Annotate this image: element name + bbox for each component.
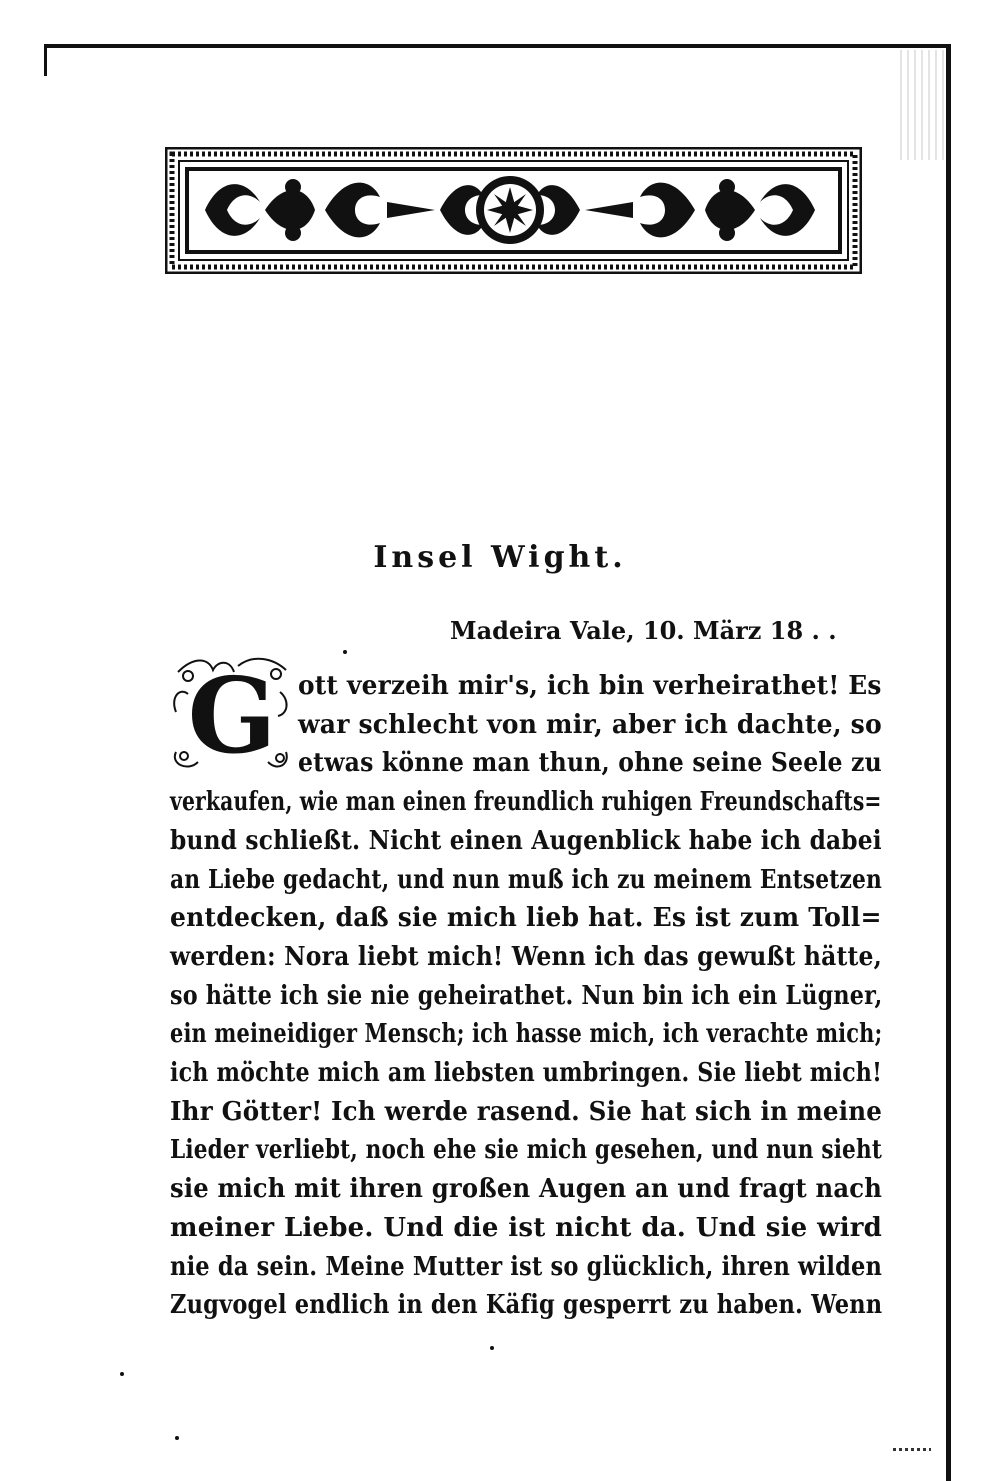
text-line: Lieder verliebt, noch ehe sie mich gesehen, und nun sieht [170,1135,882,1166]
text-line: ott verzeih mir's, ich bin verheirathet! Es [298,671,882,701]
text-line: entdecken, daß sie mich lieb hat. Es ist zum Toll= [170,903,882,934]
ornamental-header-band [165,147,862,274]
page-edge-left [44,44,47,76]
foot-mark [893,1448,931,1451]
section-heading: Insel Wight. [373,540,627,575]
stray-mark [120,1372,124,1376]
text-line: ich möchte mich am liebsten umbringen. Sie liebt mich! [170,1058,882,1088]
text-line: war schlecht von mir, aber ich dachte, so [298,709,882,740]
text-line: so hätte ich sie nie geheirathet. Nun bin ich ein Lügner, [170,980,883,1011]
svg-text:G: G [187,654,277,776]
text-line: sie mich mit ihren großen Augen an und fragt nach [170,1174,883,1205]
stray-mark [343,650,347,654]
dateline: Madeira Vale, 10. März 18 . . [450,616,837,645]
decorated-initial [168,652,296,776]
text-line: an Liebe gedacht, und nun muß ich zu meinem Entsetzen [170,864,882,895]
text-line: nie da sein. Meine Mutter ist so glücklich, ihren wilden [170,1251,883,1282]
scan-speckle [900,50,946,160]
page-edge-top [44,44,950,48]
text-line: verkaufen, wie man einen freundlich ruhigen Freundschafts= [170,787,882,818]
stray-mark [490,1346,494,1350]
text-line: werden: Nora liebt mich! Wenn ich das gewußt hätte, [170,941,882,972]
stray-mark [175,1436,179,1440]
text-line: bund schließt. Nicht einen Augenblick habe ich dabei [170,825,882,856]
page-edge-right [946,44,951,1481]
text-line: etwas könne man thun, ohne seine Seele zu [298,748,882,779]
text-line: meiner Liebe. Und die ist nicht da. Und sie wird [170,1212,883,1243]
text-line: ein meineidiger Mensch; ich hasse mich, ich verachte mich; [170,1019,883,1050]
text-line: Ihr Götter! Ich werde rasend. Sie hat sich in meine [170,1096,883,1127]
text-line: Zugvogel endlich in den Käfig gesperrt zu haben. Wenn [170,1290,883,1321]
